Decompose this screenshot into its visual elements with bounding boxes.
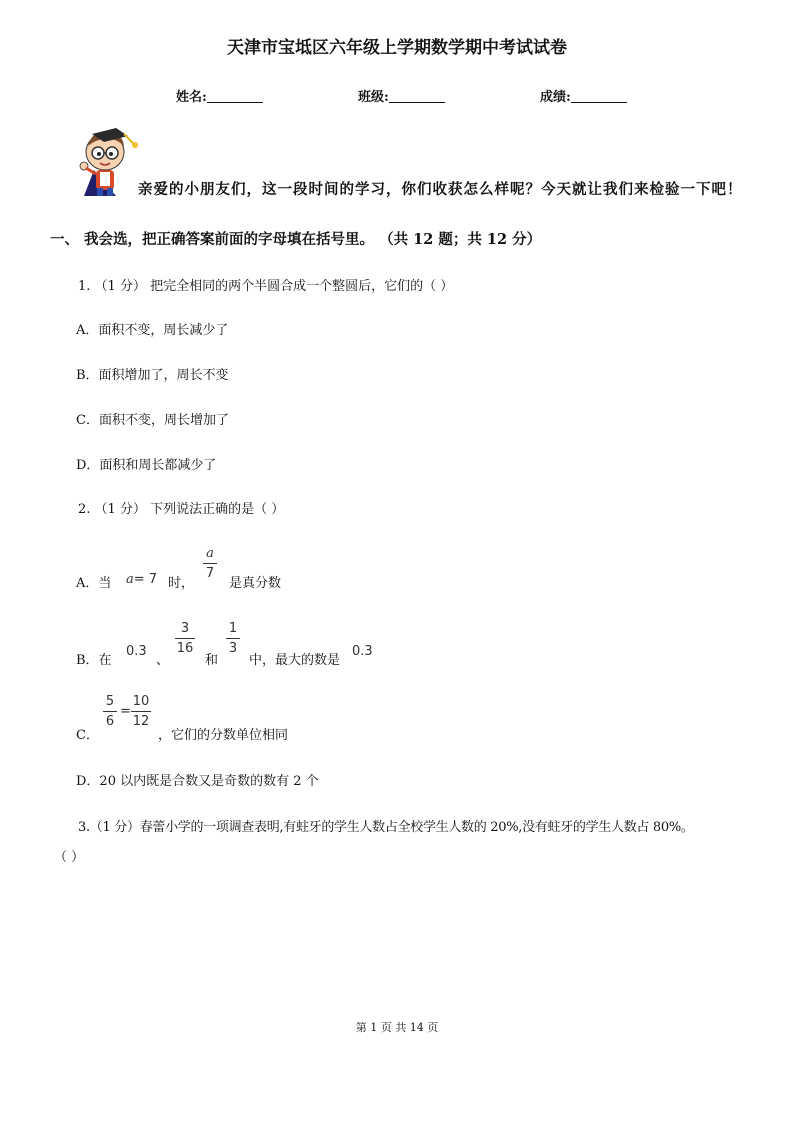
score-blank xyxy=(571,90,627,103)
cartoon-mascot-icon xyxy=(76,126,142,198)
equation-rhs: = 7 xyxy=(133,572,158,587)
name-field xyxy=(176,86,263,105)
question-2-option-d: D．20 以内既是合数又是奇数的数有 2 个 xyxy=(76,774,319,789)
question-3-stem: 3.（1 分）春蕾小学的一项调查表明,有蛀牙的学生人数占全校学生人数的 20%,没有蛀牙的学生人数占 80%。 xyxy=(78,820,694,835)
equals-sign: = xyxy=(120,704,131,719)
fraction-bar xyxy=(131,711,151,712)
question-1-option-a: A．面积不变，周长减少了 xyxy=(76,323,229,338)
fraction-numerator: 10 xyxy=(132,694,150,709)
option-a-prefix: A．当 xyxy=(76,576,112,591)
score-field xyxy=(540,86,627,105)
fraction-numerator: 1 xyxy=(228,621,238,636)
option-c-prefix: C． xyxy=(76,728,99,743)
option-a-equation xyxy=(126,568,157,587)
fraction-numerator: 5 xyxy=(105,694,115,709)
question-1-option-b: B．面积增加了，周长不变 xyxy=(76,368,229,383)
fraction-numerator: a xyxy=(206,546,214,561)
question-1-option-d: D．面积和周长都减少了 xyxy=(76,458,217,473)
name-blank xyxy=(207,90,263,103)
fraction-denominator: 12 xyxy=(132,714,150,729)
fraction-a-over-7 xyxy=(203,546,217,581)
fraction-3-over-16 xyxy=(175,621,195,656)
option-a-mid: 时， xyxy=(168,576,195,591)
fraction-denominator: 16 xyxy=(176,641,194,656)
question-3-bracket: （ ） xyxy=(54,850,85,865)
fraction-denominator: 3 xyxy=(228,641,238,656)
class-blank xyxy=(389,90,445,103)
question-2-stem: 2. （1 分） 下列说法正确的是（ ） xyxy=(78,502,285,517)
fraction-10-over-12 xyxy=(131,694,151,729)
class-label: 班级: xyxy=(358,90,389,105)
value-0-3-answer: 0.3 xyxy=(352,644,373,659)
intro-text: 亲爱的小朋友们，这一段时间的学习，你们收获怎么样呢？今天就让我们来检验一下吧！ xyxy=(138,181,743,198)
option-b-mid: 中，最大的数是 xyxy=(249,653,341,668)
question-1-stem: 1. （1 分） 把完全相同的两个半圆合成一个整圆后，它们的（ ） xyxy=(78,279,454,294)
page-number: 第 1 页 共 14 页 xyxy=(355,1021,439,1034)
question-1-option-c: C．面积不变，周长增加了 xyxy=(76,413,229,428)
option-b-separator: 、 xyxy=(156,653,170,668)
option-a-suffix: 是真分数 xyxy=(229,576,282,591)
option-c-suffix: ，它们的分数单位相同 xyxy=(158,728,289,743)
name-label: 姓名: xyxy=(176,90,207,105)
fraction-denominator: 7 xyxy=(205,566,215,581)
fraction-numerator: 3 xyxy=(180,621,190,636)
fraction-denominator: 6 xyxy=(105,714,115,729)
option-b-and: 和 xyxy=(205,653,219,668)
fraction-1-over-3 xyxy=(226,621,240,656)
score-label: 成绩: xyxy=(540,90,571,105)
fraction-bar xyxy=(203,563,217,564)
section-1-title: 一、 我会选，把正确答案前面的字母填在括号里。 （共 12 题；共 12 分） xyxy=(50,231,542,248)
value-0-3: 0.3 xyxy=(126,644,147,659)
page-title: 天津市宝坻区六年级上学期数学期中考试试卷 xyxy=(227,38,567,58)
fraction-bar xyxy=(175,638,195,639)
equation-lhs: a xyxy=(126,572,134,587)
class-field xyxy=(358,86,445,105)
fraction-bar xyxy=(103,711,117,712)
fraction-5-over-6 xyxy=(103,694,117,729)
option-b-prefix: B．在 xyxy=(76,653,112,668)
fraction-bar xyxy=(226,638,240,639)
